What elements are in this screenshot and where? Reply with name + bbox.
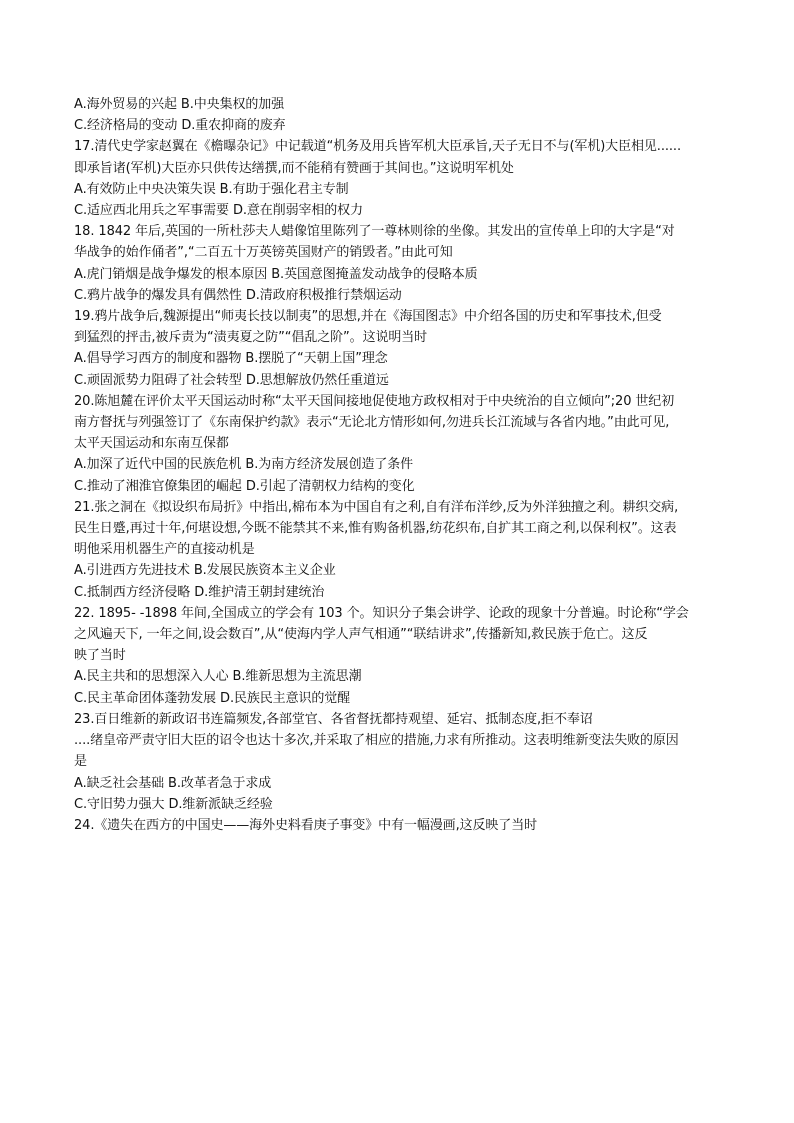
text-line: ....绪皇帝严责守旧大臣的诏令也达十多次,并采取了相应的措施,力求有所推动。这表明维新变法失败的原因 <box>74 733 679 749</box>
text-line: A.民主共和的思想深入人心 B.维新思想为主流思潮 <box>74 669 362 685</box>
text-line: 到猛烈的抨击,被斥责为“渍夷夏之防”“倡乱之阶”。这说明当时 <box>74 330 428 346</box>
text-line: 20.陈旭麓在评价太平天国运动时称“太平天国间接地促使地方政权相对于中央统治的自立倾向”;20 世纪初 <box>74 393 675 409</box>
text-line: 即承旨诸(军机)大臣亦只供传达缮撰,而不能稍有赞画于其间也。”这说明军机处 <box>74 160 514 176</box>
text-line: 是 <box>74 754 87 770</box>
text-line: A.缺乏社会基础 B.改革者急于求成 <box>74 775 272 791</box>
text-line: A.引进西方先进技术 B.发展民族资本主义企业 <box>74 563 336 579</box>
text-line: A.虎门销烟是战争爆发的根本原因 B.英国意图掩盖发动战争的侵略本质 <box>74 266 478 282</box>
text-line: 明他采用机器生产的直接动机是 <box>74 542 255 558</box>
text-line: C.顽固派势力阻碍了社会转型 D.思想解放仍然任重道远 <box>74 372 389 388</box>
text-line: A.加深了近代中国的民族危机 B.为南方经济发展创造了条件 <box>74 457 414 473</box>
document-body <box>74 94 734 836</box>
text-line: 映了当时 <box>74 648 126 664</box>
text-line: 24.《遗失在西方的中国史——海外史料看庚子事变》中有一幅漫画,这反映了当时 <box>74 817 538 833</box>
text-line: C.推动了湘淮官僚集团的崛起 D.引起了清朝权力结构的变化 <box>74 478 415 494</box>
text-line: 之风遍天下, 一年之间,设会数百”,从“使海内学人声气相通”“联结讲求”,传播新知,救民族于危亡。这反 <box>74 627 648 643</box>
text-line: 22. 1895- -1898 年间,全国成立的学会有 103 个。知识分子集会讲学、论政的现象十分普遍。时论称“学会 <box>74 605 689 621</box>
text-line: 19.鸦片战争后,魏源提出“师夷长技以制夷”的思想,并在《海国图志》中介绍各国的历史和军事技术,但受 <box>74 309 662 325</box>
text-line: 华战争的始作俑者”,“二百五十万英镑英国财产的销毁者。”由此可知 <box>74 245 453 261</box>
text-line: C.守旧势力强大 D.维新派缺乏经验 <box>74 796 273 812</box>
text-line: A.海外贸易的兴起 B.中央集权的加强 <box>74 97 285 112</box>
text-line: C.抵制西方经济侵略 D.维护清王朝封建统治 <box>74 584 325 600</box>
text-line: 23.百日维新的新政诏书连篇频发,各部堂官、各省督抚都持观望、延宕、抵制态度,拒不奉诏 <box>74 711 593 727</box>
text-line: A.有效防止中央决策失误 B.有助于强化君主专制 <box>74 181 349 197</box>
text-line: 南方督抚与列强签订了《东南保护约款》表示“无论北方情形如何,勿进兵长江流域与各省内地。”由此可见, <box>74 415 670 431</box>
text-line: C.民主革命团体蓬勃发展 D.民族民主意识的觉醒 <box>74 690 351 706</box>
text-line: 民生日蹙,再过十年,何堪设想,今既不能禁其不来,惟有购备机器,纺花织布,自扩其工商之利,以保利权”。这表 <box>74 521 677 537</box>
text-line: A.倡导学习西方的制度和器物 B.摆脱了“天朝上国”理念 <box>74 351 388 367</box>
text-line: 17.清代史学家赵翼在《檐曝杂记》中记载道“机务及用兵皆军机大臣承旨,天子无日不与(军机)大臣相见...... <box>74 139 681 155</box>
text-line: 太平天国运动和东南互保都 <box>74 436 229 452</box>
text-line: C.适应西北用兵之军事需要 D.意在削弱宰相的权力 <box>74 203 363 219</box>
text-line: 18. 1842 年后,英国的一所杜莎夫人蜡像馆里陈列了一尊林则徐的坐像。其发出的宣传单上印的大字是“对 <box>74 224 675 240</box>
text-line: C.经济格局的变动 D.重农抑商的废弃 <box>74 118 286 134</box>
text-line: C.鸦片战争的爆发具有偶然性 D.清政府积极推行禁烟运动 <box>74 287 402 303</box>
text-line: 21.张之洞在《拟设织布局折》中指出,棉布本为中国自有之利,自有洋布洋纱,反为外洋独擅之利。耕织交病, <box>74 499 679 515</box>
